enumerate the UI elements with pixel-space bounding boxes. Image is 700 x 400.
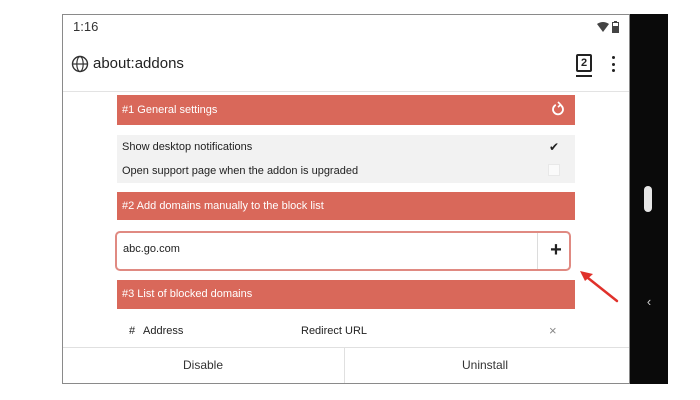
back-chevron-icon[interactable]: ‹ — [646, 294, 652, 309]
disable-button[interactable]: Disable — [182, 358, 224, 372]
wifi-icon — [597, 22, 609, 33]
content-divider — [63, 91, 629, 92]
section-header-general-settings: #1 General settings — [117, 95, 575, 125]
home-pill-icon[interactable] — [644, 186, 652, 212]
url-text[interactable]: about:addons — [93, 55, 184, 72]
column-header-address: Address — [143, 325, 184, 337]
section-header-blocked-domains: #3 List of blocked domains — [117, 280, 575, 309]
setting-label-desktop-notifications: Show desktop notifications — [122, 141, 253, 153]
add-divider — [537, 233, 538, 269]
domain-input[interactable] — [123, 243, 523, 255]
battery-icon — [612, 21, 619, 33]
tab-counter-underline — [576, 75, 592, 77]
uninstall-button[interactable]: Uninstall — [461, 358, 509, 372]
annotation-arrow-icon — [573, 265, 621, 305]
column-header-redirect-url: Redirect URL — [301, 325, 368, 337]
globe-icon — [71, 55, 89, 73]
browser-screen — [62, 14, 630, 384]
checkbox-desktop-notifications[interactable]: ✔ — [549, 140, 560, 154]
add-domain-button[interactable]: + — [550, 239, 562, 261]
status-icons — [597, 19, 619, 35]
section-header-add-domains: #2 Add domains manually to the block list — [117, 192, 575, 220]
reset-icon[interactable] — [550, 101, 566, 117]
clear-list-icon[interactable]: × — [549, 323, 557, 338]
setting-label-open-support-page: Open support page when the addon is upgraded — [122, 165, 359, 177]
tab-counter-button[interactable]: 2 — [576, 54, 592, 72]
overflow-menu-icon[interactable] — [607, 53, 619, 75]
column-header-number: # — [129, 325, 136, 337]
checkbox-open-support-page[interactable] — [548, 164, 560, 176]
status-time: 1:16 — [73, 19, 99, 34]
